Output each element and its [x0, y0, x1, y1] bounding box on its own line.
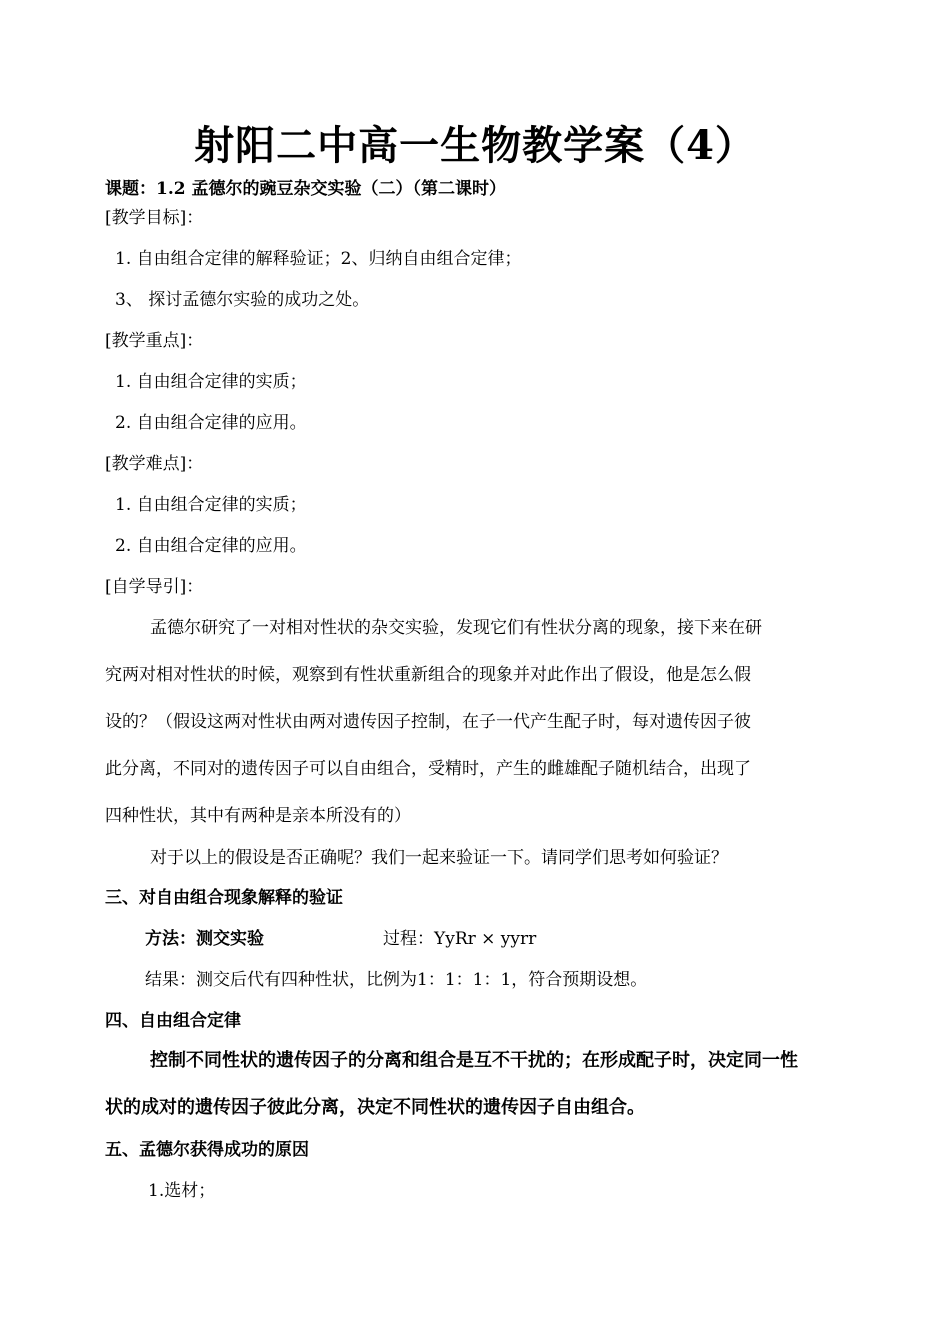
section4-law-line: 控制不同性状的遗传因子的分离和组合是互不干扰的；在形成配子时，决定同一性	[150, 1050, 798, 1071]
lesson-topic: 课题：1.2 孟德尔的豌豆杂交实验（二）（第二课时）	[105, 179, 506, 199]
self-study-paragraph-line: 此分离，不同对的遗传因子可以自由组合，受精时，产生的雌雄配子随机结合，出现了	[105, 759, 751, 779]
section5-item: 1.选材；	[148, 1181, 216, 1201]
document-title: 射阳二中高一生物教学案（4）	[194, 122, 756, 169]
section3-result: 结果：测交后代有四种性状，比例为1：1：1：1，符合预期设想。	[145, 970, 648, 990]
section4-law-line: 状的成对的遗传因子彼此分离，决定不同性状的遗传因子自由组合。	[105, 1097, 645, 1118]
key-points-item: 2. 自由组合定律的应用。	[115, 413, 307, 433]
key-points-item: 1. 自由组合定律的实质；	[115, 372, 307, 392]
section3-method: 方法：测交实验	[145, 929, 264, 949]
difficulties-item: 1. 自由组合定律的实质；	[115, 495, 307, 515]
section5-heading: 五、孟德尔获得成功的原因	[105, 1140, 309, 1160]
self-study-heading: [自学导引]：	[105, 577, 204, 597]
section3-process: 过程：YyRr × yyrr	[383, 929, 537, 949]
self-study-paragraph-line: 设的？（假设这两对性状由两对遗传因子控制，在子一代产生配子时，每对遗传因子彼	[105, 712, 751, 732]
difficulties-heading: [教学难点]：	[105, 454, 204, 474]
self-study-paragraph-line: 孟德尔研究了一对相对性状的杂交实验，发现它们有性状分离的现象，接下来在研	[150, 618, 762, 638]
key-points-heading: [教学重点]：	[105, 331, 204, 351]
section4-heading: 四、自由组合定律	[105, 1011, 241, 1031]
self-study-paragraph-line: 究两对相对性状的时候，观察到有性状重新组合的现象并对此作出了假设，他是怎么假	[105, 665, 751, 685]
objectives-heading: [教学目标]：	[105, 208, 204, 228]
objectives-item: 3、 探讨孟德尔实验的成功之处。	[115, 290, 370, 310]
self-study-question: 对于以上的假设是否正确呢？我们一起来验证一下。请同学们思考如何验证？	[150, 848, 728, 868]
self-study-paragraph-line: 四种性状，其中有两种是亲本所没有的）	[105, 806, 411, 826]
objectives-item: 1. 自由组合定律的解释验证；2、归纳自由组合定律；	[115, 249, 522, 269]
difficulties-item: 2. 自由组合定律的应用。	[115, 536, 307, 556]
section3-heading: 三、对自由组合现象解释的验证	[105, 888, 343, 908]
